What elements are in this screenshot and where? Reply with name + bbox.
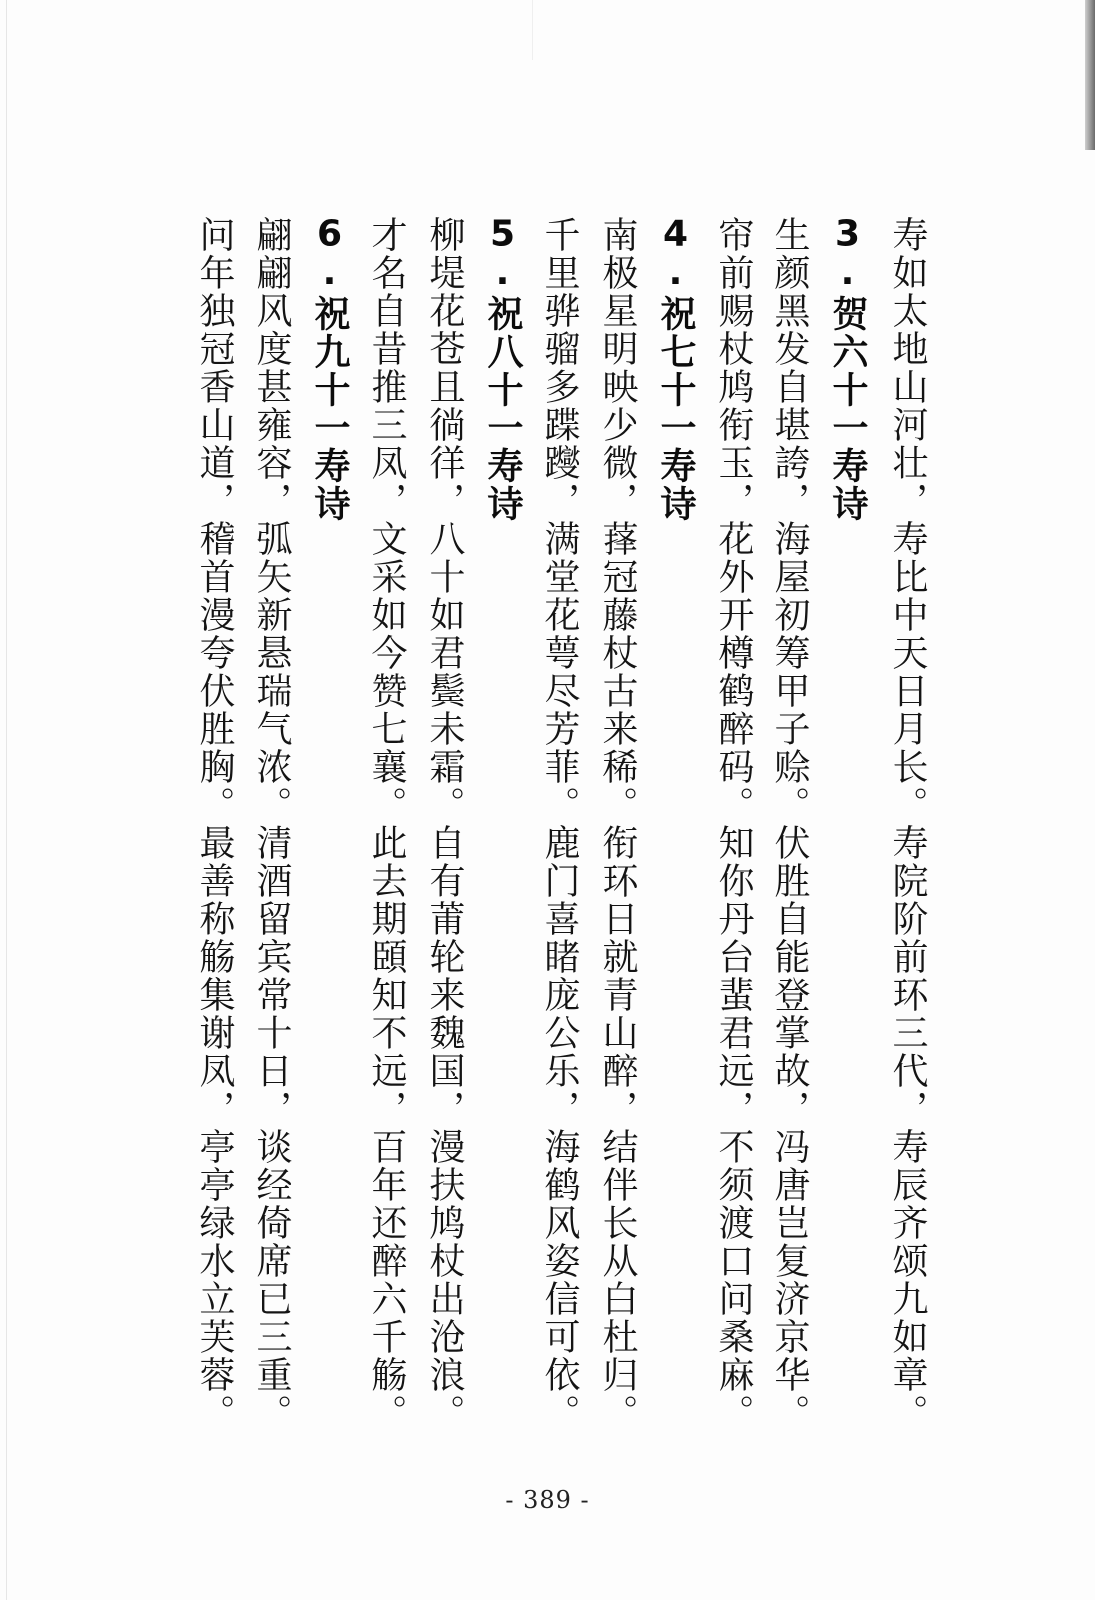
heading-number-4: 4 — [662, 216, 689, 252]
heading-column-6 — [309, 216, 350, 523]
heading-number-6: 6 — [316, 216, 343, 252]
heading-title-6: .祝九十一寿诗 — [309, 252, 350, 523]
heading-number-5: 5 — [489, 216, 516, 252]
heading-title-3: .贺六十一寿诗 — [827, 252, 868, 523]
heading-number-3: 3 — [834, 216, 861, 252]
verse-column-1: 寿如太地山河壮，寿比中天日月长。寿院阶前环三代，寿辰齐颂九如章。 — [887, 216, 928, 1432]
heading-column-4 — [655, 216, 696, 523]
verse-column-4: 南极星明映少微，萚冠藤杖古来稀。衔环日就青山醉，结伴长从白杜归。 — [597, 216, 638, 1432]
verse-column-6: 柳堤花苍且徜徉，八十如君鬓未霜。自有莆轮来魏国，漫扶鸠杖出沧浪。 — [424, 216, 465, 1432]
verse-column-3: 帘前赐杖鸠衔玉，花外开樽鹤醉码。知你丹台蜚君远，不须渡口问桑麻。 — [713, 216, 754, 1432]
scan-edge-shadow — [1085, 0, 1095, 150]
scan-fold-line — [532, 0, 533, 60]
verse-column-8: 翩翩风度甚雍容，弧矢新悬瑞气浓。清酒留宾常十日，谈经倚席已三重。 — [251, 216, 292, 1432]
scan-edge-line — [6, 0, 7, 1600]
heading-title-5: .祝八十一寿诗 — [482, 252, 523, 523]
verse-column-9: 问年独冠香山道，稽首漫夸伏胜胸。最善称觞集谢凤，亭亭绿水立芙蓉。 — [194, 216, 235, 1432]
heading-column-3 — [827, 216, 868, 523]
verse-column-2: 生颜黑发自堪誇，海屋初筹甲子赊。伏胜自能登掌故，冯唐岂复济京华。 — [769, 216, 810, 1432]
verse-column-7: 才名自昔推三凤，文采如今赞七襄。此去期頣知不远，百年还醉六千觞。 — [366, 216, 407, 1432]
page-number: - 389 - — [505, 1486, 590, 1514]
heading-column-5 — [482, 216, 523, 523]
verse-column-5: 千里骅骝多蹀躞，满堂花萼尽芳菲。鹿门喜睹庞公乐，海鹤风姿信可依。 — [539, 216, 580, 1432]
heading-title-4: .祝七十一寿诗 — [655, 252, 696, 523]
